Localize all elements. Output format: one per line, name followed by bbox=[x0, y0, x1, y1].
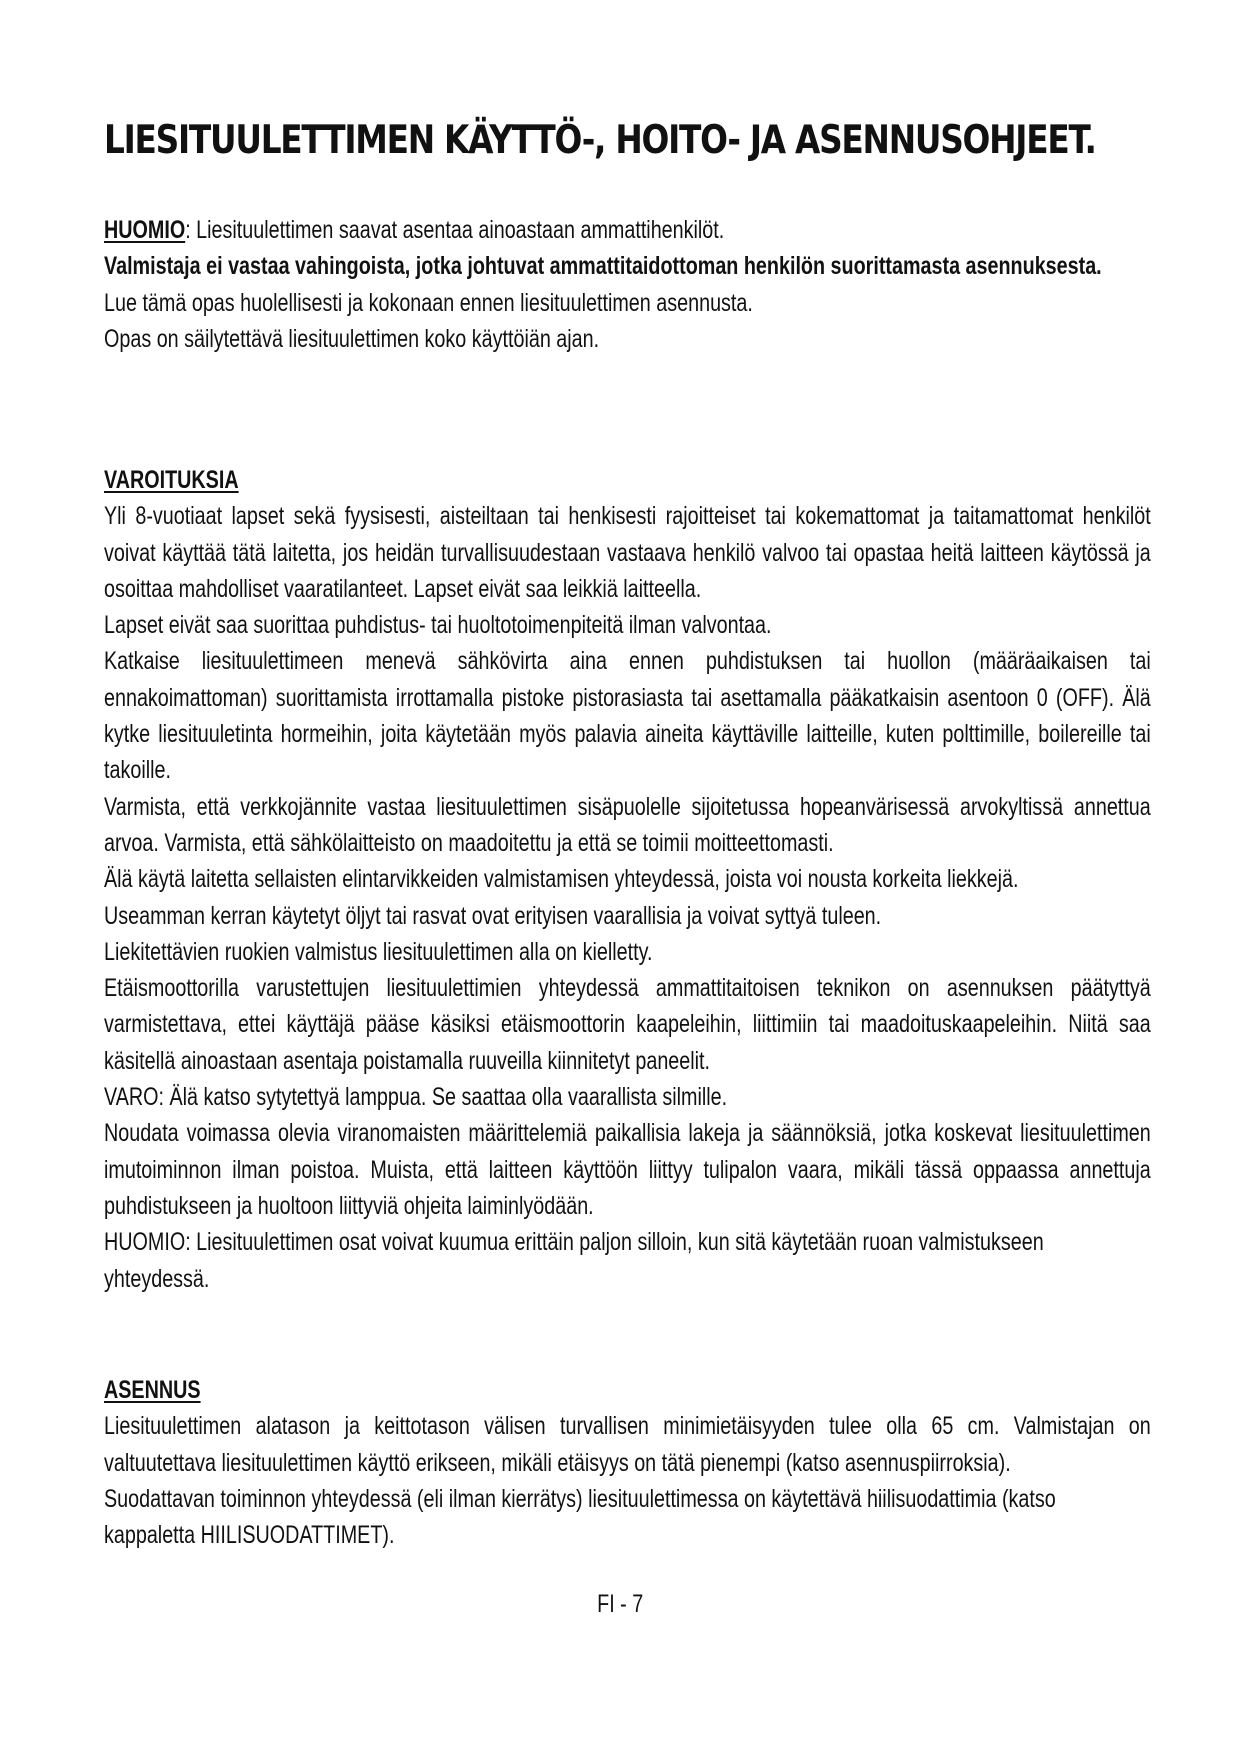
notice-label: HUOMIO bbox=[104, 216, 186, 244]
liability-statement: Valmistaja ei vastaa vahingoista, jotka johtuvat ammattitaidottoman henkilön suorittamasta asennuksesta. bbox=[104, 252, 1102, 281]
warning-paragraph: Älä käytä laitetta sellaisten elintarvikkeiden valmistamisen yhteydessä, joista voi nousta korkeita liekkejä. bbox=[104, 865, 1019, 894]
installation-section bbox=[104, 1372, 1151, 1553]
warning-paragraph: Liekitettävien ruokien valmistus liesituulettimen alla on kielletty. bbox=[104, 937, 653, 966]
warning-paragraph: Noudata voimassa olevia viranomaisten määrittelemiä paikallisia lakeja ja säännöksiä, jotka koskevat liesituulettimen imutoiminnon ilman poistoa. Muista, että laitteen käyttöön liittyy tulipalon vaara, mikäli tässä oppaassa annettuja puhdistukseen ja huoltoon liittyviä ohjeita laiminlyödään. bbox=[104, 1119, 1151, 1220]
installation-heading: ASENNUS bbox=[104, 1376, 201, 1404]
warning-paragraph: HUOMIO: Liesituulettimen osat voivat kuumua erittäin paljon silloin, kun sitä käytetään ruoan valmistukseen yhteydessä. bbox=[104, 1228, 1044, 1293]
page-footer bbox=[0, 1590, 1241, 1619]
warnings-section bbox=[104, 462, 1151, 1297]
warning-paragraph: Katkaise liesituulettimeen menevä sähkövirta aina ennen puhdistuksen tai huollon (määräaikaisen tai ennakoimattoman) suorittamista irrottamalla pistoke pistorasiasta tai asettamalla pääkatkaisin asentoon 0 (OFF). Älä kytke liesituuletinta hormeihin, joita käytetään myös palavia aineita käyttäville laitteille, kuten polttimille, boilereille tai takoille. bbox=[104, 647, 1151, 785]
intro-line: Opas on säilytettävä liesituulettimen koko käyttöiän ajan. bbox=[104, 324, 600, 353]
installation-paragraph: Suodattavan toiminnon yhteydessä (eli ilman kierrätys) liesituulettimessa on käytettävä hiilisuodattimia (katso kappaletta HIILISUODATTIMET). bbox=[104, 1484, 1056, 1550]
intro-section bbox=[104, 212, 1151, 357]
warning-paragraph: Yli 8-vuotiaat lapset sekä fyysisesti, aisteiltaan tai henkisesti rajoitteiset tai kokemattomat ja taitamattomat henkilöt voivat käyttää tätä laitetta, jos heidän turvallisuudestaan vastaava henkilö valvoo tai opastaa heitä laitteen käytössä ja osoittaa mahdolliset vaaratilanteet. Lapset eivät saa leikkiä laitteella. bbox=[104, 502, 1151, 603]
notice-text: : Liesituulettimen saavat asentaa ainoastaan ammattihenkilöt. bbox=[185, 216, 725, 244]
warning-paragraph: Useamman kerran käytetyt öljyt tai rasvat ovat erityisen vaarallisia ja voivat syttyä tuleen. bbox=[104, 901, 882, 930]
page-title: LIESITUULETTIMEN KÄYTTÖ-, HOITO- JA ASENNUSOHJEET. bbox=[104, 118, 1096, 163]
warning-paragraph: Lapset eivät saa suorittaa puhdistus- tai huoltotoimenpiteitä ilman valvontaa. bbox=[104, 611, 772, 640]
page-number: FI - 7 bbox=[597, 1590, 644, 1618]
notice-line bbox=[104, 212, 1151, 248]
warning-paragraph: Etäismoottorilla varustettujen liesituulettimien yhteydessä ammattitaitoisen teknikon on asennuksen päätyttyä varmistettava, ettei käyttäjä pääse käsiksi etäismoottorin kaapeleihin, liittimiin tai maadoituskaapeleihin. Niitä saa käsitellä ainoastaan asentaja poistamalla ruuveilla kiinnitetyt paneelit. bbox=[104, 974, 1151, 1075]
intro-line: Lue tämä opas huolellisesti ja kokonaan ennen liesituulettimen asennusta. bbox=[104, 288, 753, 317]
warning-paragraph: Varmista, että verkkojännite vastaa liesituulettimen sisäpuolelle sijoitetussa hopeanvärisessä arvokyltissä annettua arvoa. Varmista, että sähkölaitteisto on maadoitettu ja että se toimii moitteettomasti. bbox=[104, 792, 1151, 857]
warning-paragraph: VARO: Älä katso sytytettyä lamppua. Se saattaa olla vaarallista silmille. bbox=[104, 1083, 728, 1112]
warnings-heading: VAROITUKSIA bbox=[104, 466, 239, 494]
installation-paragraph: Liesituulettimen alatason ja keittotason välisen turvallisen minimietäisyyden tulee olla 65 cm. Valmistajan on valtuutettava liesituulettimen käyttö erikseen, mikäli etäisyys on tätä pienempi (katso asennuspiirroksia). bbox=[104, 1412, 1151, 1477]
